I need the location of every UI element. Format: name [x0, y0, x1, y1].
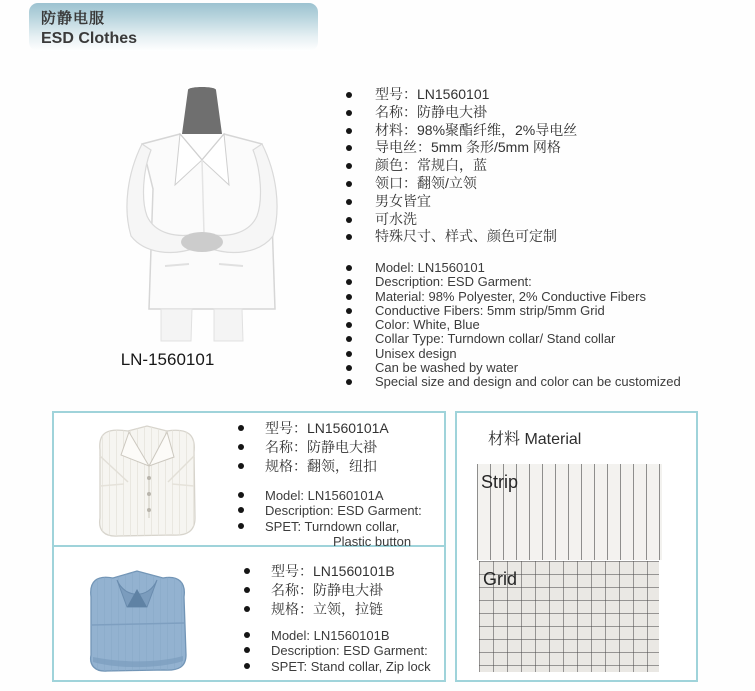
variant-a-photo	[88, 420, 206, 542]
grid-label: Grid	[483, 569, 518, 589]
spec-text: 领口：翻领/立领	[375, 174, 477, 191]
spec-item	[244, 659, 449, 674]
spec-text: 导电丝：5mm 条形/5mm 网格	[375, 139, 561, 156]
bullet-icon	[244, 663, 250, 669]
spec-item	[244, 600, 449, 619]
spec-item	[238, 438, 443, 457]
spec-item	[346, 86, 746, 104]
spec-text: Can be washed by water	[375, 360, 519, 376]
bullet-icon	[244, 647, 250, 653]
spec-item	[346, 193, 746, 211]
spec-item	[346, 104, 746, 122]
spec-item	[238, 519, 443, 534]
spec-item	[346, 347, 746, 361]
bullet-icon	[238, 444, 244, 450]
bullet-icon	[244, 606, 250, 612]
bullet-icon	[346, 163, 352, 169]
coat-caption: LN-1560101	[120, 350, 215, 369]
spec-text: 名称：防静电大褂	[271, 582, 383, 598]
bullet-icon	[238, 425, 244, 431]
bullet-icon	[346, 110, 352, 116]
bullet-icon	[346, 351, 352, 357]
bullet-icon	[244, 632, 250, 638]
spec-item	[346, 304, 746, 318]
material-title: 材料 Material	[488, 431, 582, 448]
spec-text: 型号：LN1560101A	[265, 420, 389, 436]
spec-item	[346, 122, 746, 140]
spec-item-continuation	[238, 534, 443, 549]
spec-text: Special size and design and color can be customized	[375, 374, 681, 390]
spec-item	[238, 503, 443, 518]
spec-item	[244, 581, 449, 600]
bullet-icon	[238, 507, 244, 513]
variant-b-specs-zh	[244, 562, 449, 619]
bullet-icon	[346, 294, 352, 300]
spec-item	[244, 628, 449, 643]
bullet-icon	[346, 265, 352, 271]
strip-fabric-sample	[477, 464, 662, 560]
spec-item	[238, 457, 443, 476]
bullet-icon	[346, 234, 352, 240]
spec-item	[346, 228, 746, 246]
bullet-icon	[238, 492, 244, 498]
bullet-icon	[346, 199, 352, 205]
main-specs-zh	[346, 86, 746, 246]
spec-item	[346, 361, 746, 375]
bullet-icon	[244, 568, 250, 574]
bullet-icon	[346, 145, 352, 151]
spec-text: Collar Type: Turndown collar/ Stand collar	[375, 331, 616, 347]
main-specs-en	[346, 261, 746, 390]
bullet-icon	[346, 379, 352, 385]
page-title-en: ESD Clothes	[41, 30, 138, 47]
spec-text: 规格：翻领，纽扣	[265, 458, 377, 474]
spec-text: 特殊尺寸、样式、颜色可定制	[375, 228, 557, 245]
bullet-icon	[346, 128, 352, 134]
grid-fabric-sample	[479, 561, 659, 672]
spec-text: 型号：LN1560101B	[271, 563, 395, 579]
spec-item	[238, 419, 443, 438]
spec-item	[346, 175, 746, 193]
spec-item	[346, 211, 746, 229]
spec-item	[244, 562, 449, 581]
spec-text: 颜色：常规白，蓝	[375, 157, 487, 174]
bullet-icon	[346, 322, 352, 328]
spec-text: 型号：LN1560101	[375, 86, 490, 102]
spec-text: Model: LN1560101A	[265, 488, 384, 503]
spec-text: Model: LN1560101	[375, 260, 485, 275]
spec-text: 材料：98%聚酯纤维，2%导电丝	[375, 121, 578, 138]
spec-text: 名称：防静电大褂	[375, 103, 487, 120]
spec-item	[238, 488, 443, 503]
spec-text: Description: ESD Garment:	[375, 274, 532, 290]
spec-item	[346, 332, 746, 346]
spec-text: Model: LN1560101B	[271, 628, 390, 643]
bullet-icon	[238, 463, 244, 469]
spec-text: 男女皆宜	[375, 192, 431, 209]
spec-text: Color: White, Blue	[375, 317, 480, 333]
variant-b-specs-en	[244, 628, 449, 674]
spec-item	[346, 139, 746, 157]
spec-text: SPET: Stand collar, Zip lock	[271, 658, 431, 674]
bullet-icon	[244, 587, 250, 593]
bullet-icon	[238, 523, 244, 529]
bullet-icon	[346, 336, 352, 342]
bullet-icon	[346, 181, 352, 187]
bullet-icon	[346, 217, 352, 223]
spec-text: Unisex design	[375, 345, 457, 361]
bullet-icon	[346, 365, 352, 371]
bullet-icon	[346, 308, 352, 314]
spec-text: 名称：防静电大褂	[265, 439, 377, 455]
spec-text: Conductive Fibers: 5mm strip/5mm Grid	[375, 302, 605, 318]
esd-coat-photo	[85, 84, 320, 349]
variant-a-specs-zh	[238, 419, 443, 476]
variant-a-specs-en	[238, 488, 443, 549]
spec-item	[346, 261, 746, 275]
bullet-icon	[346, 92, 352, 98]
page-title-zh: 防静电服	[41, 10, 106, 27]
spec-item	[346, 290, 746, 304]
spec-text: Plastic button	[333, 533, 412, 549]
spec-text: Description: ESD Garment:	[265, 503, 422, 519]
spec-text: Description: ESD Garment:	[271, 643, 428, 659]
spec-item	[346, 375, 746, 389]
spec-text: 可水洗	[375, 210, 417, 227]
spec-text: Material: 98% Polyester, 2% Conductive Fibers	[375, 288, 646, 304]
spec-item	[346, 318, 746, 332]
spec-text: 规格：立领，拉链	[271, 601, 383, 617]
spec-item	[346, 275, 746, 289]
spec-item	[346, 157, 746, 175]
bullet-icon	[346, 279, 352, 285]
spec-text: SPET: Turndown collar,	[265, 518, 400, 534]
spec-item	[244, 643, 449, 658]
strip-label: Strip	[481, 472, 519, 492]
variant-b-photo	[83, 563, 193, 677]
header-badge	[29, 3, 318, 51]
